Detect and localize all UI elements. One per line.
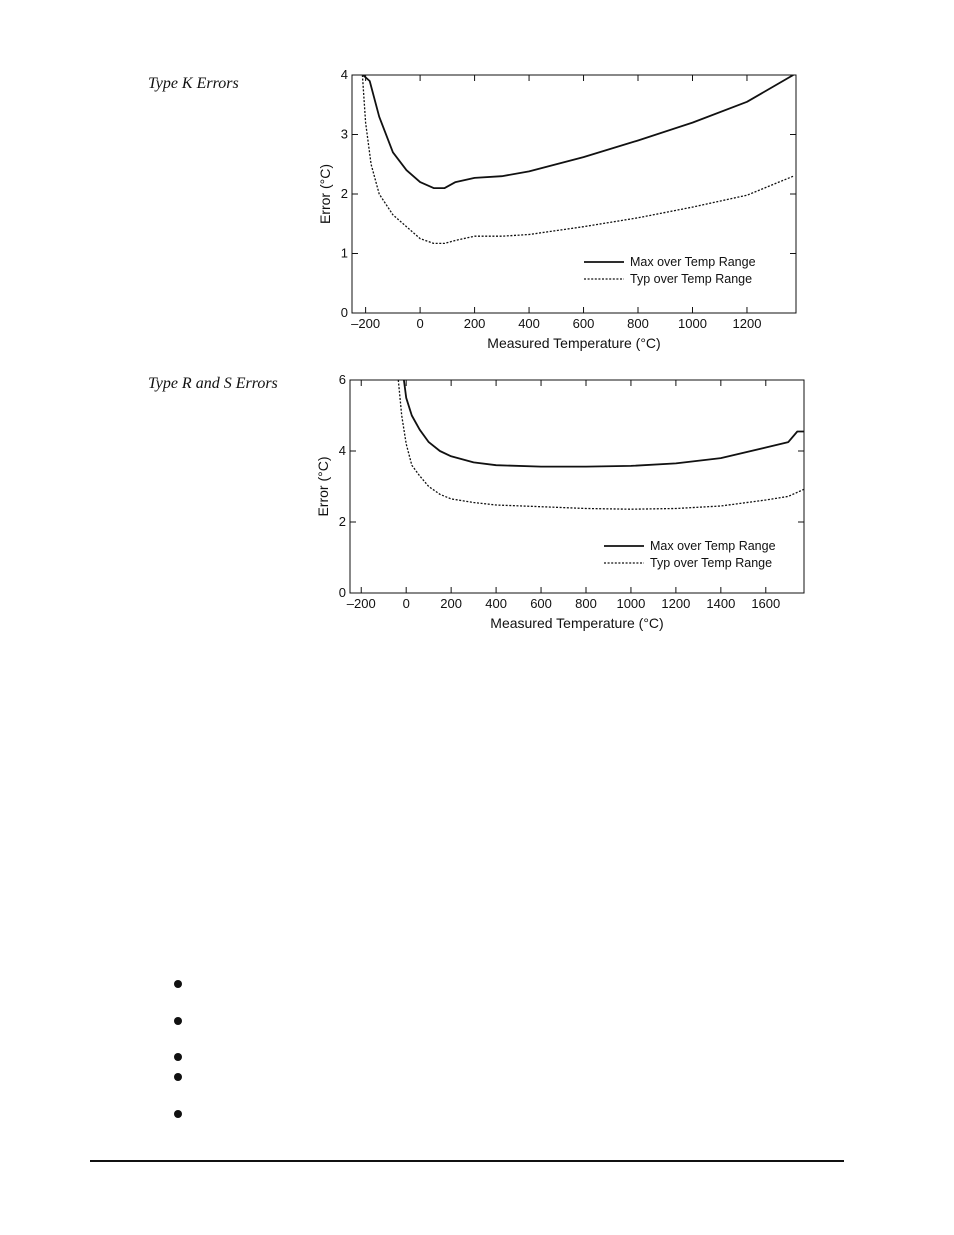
x-tick-label: –200 bbox=[346, 596, 376, 611]
bullet-point bbox=[174, 980, 182, 988]
series-group bbox=[398, 380, 804, 509]
x-tick-label: 600 bbox=[530, 596, 552, 611]
y-tick-label: 0 bbox=[340, 305, 348, 320]
y-tick-label: 4 bbox=[340, 67, 348, 82]
x-tick-label: 1400 bbox=[706, 596, 736, 611]
x-tick-label: 200 bbox=[463, 316, 486, 331]
x-tick-label: 800 bbox=[627, 316, 649, 331]
y-tick-label: 0 bbox=[338, 585, 346, 600]
y-tick-label: 1 bbox=[340, 245, 348, 261]
y-tick-label: 2 bbox=[340, 186, 348, 201]
y-tick-label: 2 bbox=[338, 514, 346, 529]
series-typ-line bbox=[398, 380, 804, 509]
y-tick-label: 3 bbox=[340, 126, 348, 142]
y-axis-label: Error (°C) bbox=[317, 163, 333, 225]
y-axis-label: Error (°C) bbox=[315, 456, 331, 517]
series-group bbox=[362, 75, 793, 243]
x-axis-label: Measured Temperature (°C) bbox=[487, 335, 661, 351]
x-tick-label: 600 bbox=[572, 316, 595, 331]
x-tick-label: 400 bbox=[518, 316, 540, 331]
bullet-point bbox=[174, 1110, 182, 1118]
legend-label: Typ over Temp Range bbox=[650, 556, 773, 570]
series-max-line bbox=[404, 380, 804, 467]
x-tick-label: 400 bbox=[485, 596, 507, 611]
type-k-caption: Type K Errors bbox=[148, 75, 239, 92]
x-tick-label: 1200 bbox=[732, 316, 762, 331]
legend-label: Max over Temp Range bbox=[650, 539, 776, 553]
type-k-error-chart bbox=[317, 67, 796, 351]
legend-label: Typ over Temp Range bbox=[630, 272, 753, 286]
bullet-point bbox=[174, 1053, 182, 1061]
x-tick-label: 1000 bbox=[616, 596, 646, 611]
bullet-point bbox=[174, 1073, 182, 1081]
y-tick-label: 6 bbox=[338, 372, 346, 387]
x-tick-label: 800 bbox=[575, 596, 597, 611]
type-rs-error-chart bbox=[315, 372, 804, 631]
x-axis-label: Measured Temperature (°C) bbox=[490, 615, 664, 631]
x-tick-label: 0 bbox=[402, 596, 410, 611]
y-tick-label: 4 bbox=[338, 443, 346, 458]
type-rs-caption: Type R and S Errors bbox=[148, 375, 278, 392]
legend-label: Max over Temp Range bbox=[630, 255, 756, 269]
x-tick-label: 0 bbox=[416, 316, 424, 331]
x-tick-label: 1200 bbox=[661, 596, 691, 611]
x-tick-label: 1000 bbox=[678, 316, 707, 331]
x-tick-label: –200 bbox=[351, 316, 381, 331]
bullet-point bbox=[174, 1017, 182, 1025]
x-tick-label: 1600 bbox=[751, 596, 781, 611]
series-max-line bbox=[363, 75, 793, 188]
footer-rule bbox=[90, 1160, 844, 1162]
x-tick-label: 200 bbox=[440, 596, 462, 611]
